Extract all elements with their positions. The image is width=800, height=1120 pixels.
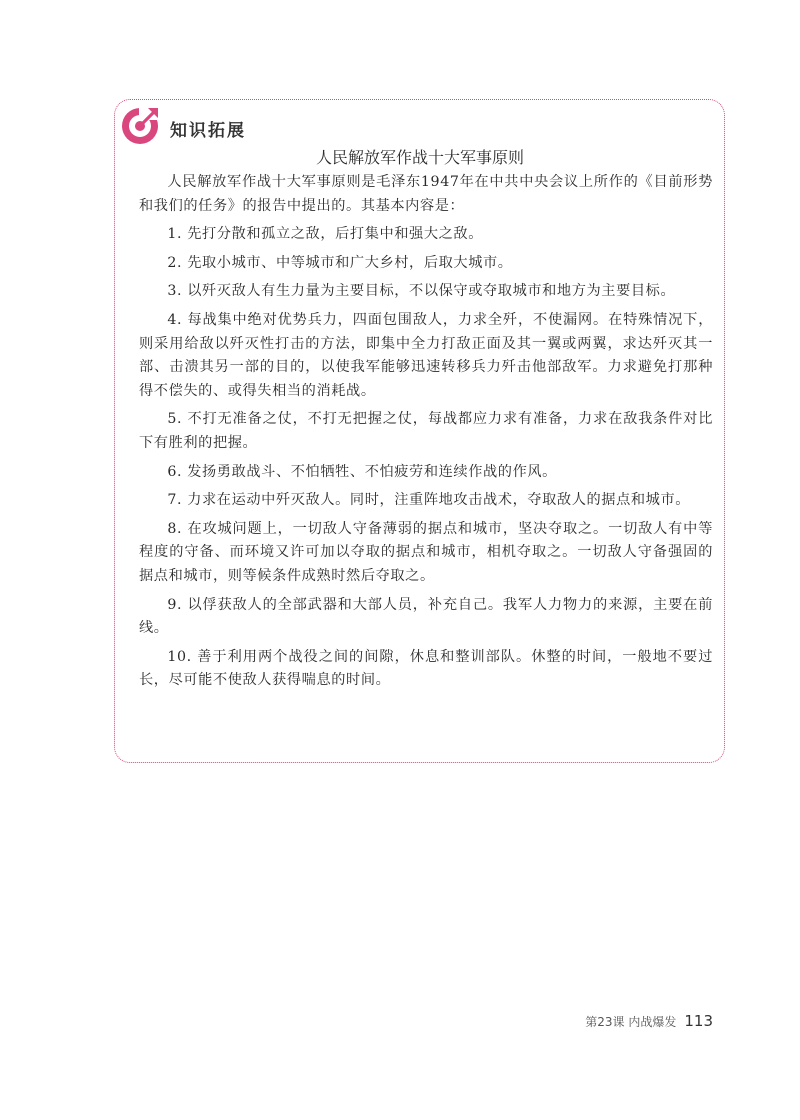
principle-item: 10. 善于利用两个战役之间的间隙，休息和整训部队。休整的时间，一般地不要过长，尽可能不使敌人获得喘息的时间。 — [139, 648, 713, 689]
document-body — [139, 171, 713, 698]
target-arrow-icon — [120, 104, 162, 146]
principle-item: 6. 发扬勇敢战斗、不怕牺牲、不怕疲劳和连续作战的作风。 — [167, 463, 557, 480]
principle-item: 9. 以俘获敌人的全部武器和大部人员，补充自己。我军人力物力的来源，主要在前线。 — [139, 596, 713, 637]
document-title: 人民解放军作战十大军事原则 — [315, 148, 524, 167]
principle-item: 2. 先取小城市、中等城市和广大乡村，后取大城市。 — [167, 254, 513, 271]
principle-item: 7. 力求在运动中歼灭敌人。同时，注重阵地攻击战术，夺取敌人的据点和城市。 — [167, 492, 691, 509]
principle-item: 3. 以歼灭敌人有生力量为主要目标，不以保守或夺取城市和地方为主要目标。 — [167, 283, 676, 300]
principle-item: 5. 不打无准备之仗，不打无把握之仗，每战都应力求有准备，力求在敌我条件对比下有胜利的把握。 — [139, 411, 713, 451]
page-footer — [585, 1012, 713, 1030]
page-number: 113 — [684, 1012, 713, 1030]
principle-item: 1. 先打分散和孤立之敌，后打集中和强大之敌。 — [167, 226, 483, 243]
principle-item: 8. 在攻城问题上，一切敌人守备薄弱的据点和城市，坚决夺取之。一切敌人有中等程度的守备、而环境又许可加以夺取的据点和城市，相机夺取之。一切敌人守备强固的据点和城市，则等候条件成熟时然后夺取之。 — [139, 520, 713, 584]
principle-item: 4. 每战集中绝对优势兵力，四面包围敌人，力求全歼，不使漏网。在特殊情况下，则采用给敌以歼灭性打击的方法，即集中全力打敌正面及其一翼或两翼，求达歼灭其一部、击溃其另一部的目的，以使我军能够迅速转移兵力歼击他部敌军。力求避免打那种得不偿失的、或得失相当的消耗战。 — [139, 311, 713, 399]
section-title: 知识拓展 — [170, 121, 246, 141]
lesson-label: 第23课 内战爆发 — [585, 1015, 677, 1029]
intro-paragraph: 人民解放军作战十大军事原则是毛泽东1947年在中共中央会议上所作的《目前形势和我们的任务》的报告中提出的。其基本内容是： — [139, 174, 713, 214]
